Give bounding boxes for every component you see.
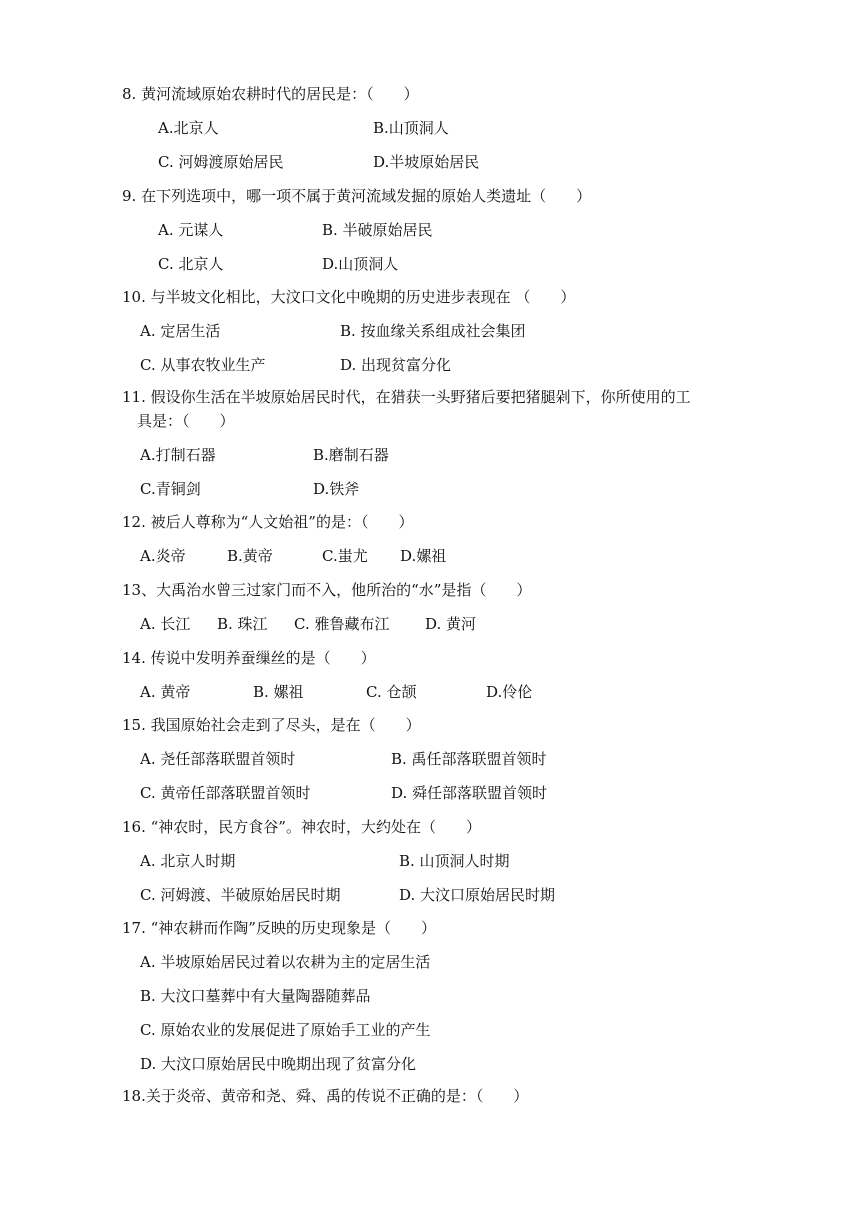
question-8: 8. 黄河流域原始农耕时代的居民是：（ ） — [122, 85, 419, 103]
q8-option-c: C. 河姆渡原始居民 — [158, 153, 284, 171]
q12-option-c: C.蚩尤 — [322, 547, 368, 565]
q9-option-b: B. 半破原始居民 — [322, 221, 433, 239]
q13-option-c: C. 雅鲁藏布江 — [294, 615, 390, 633]
question-9: 9. 在下列选项中，哪一项不属于黄河流域发掘的原始人类遗址（ ） — [122, 187, 592, 205]
q13-option-a: A. 长江 — [140, 615, 191, 633]
question-13: 13、大禹治水曾三过家门而不入，他所治的“水”是指（ ） — [122, 581, 532, 599]
q8-option-d: D.半坡原始居民 — [373, 153, 480, 171]
q9-option-c: C. 北京人 — [158, 255, 224, 273]
q17-option-d: D. 大汶口原始居民中晚期出现了贫富分化 — [140, 1055, 417, 1073]
q11-option-c: C.青铜剑 — [140, 480, 201, 498]
q15-option-d: D. 舜任部落联盟首领时 — [391, 784, 548, 802]
q11-option-a: A.打制石器 — [140, 446, 216, 464]
q17-option-b: B. 大汶口墓葬中有大量陶器随葬品 — [140, 987, 371, 1005]
q8-option-a: A.北京人 — [158, 119, 219, 137]
question-11-line-1: 11. 假设你生活在半坡原始居民时代，在猎获一头野猪后要把猪腿剁下，你所使用的工 — [122, 388, 691, 406]
q14-option-a: A. 黄帝 — [140, 683, 191, 701]
q10-option-a: A. 定居生活 — [140, 322, 221, 340]
q10-option-d: D. 出现贫富分化 — [340, 356, 452, 374]
q15-option-c: C. 黄帝任部落联盟首领时 — [140, 784, 311, 802]
q15-option-b: B. 禹任部落联盟首领时 — [391, 750, 547, 768]
question-18: 18.关于炎帝、黄帝和尧、舜、禹的传说不正确的是：（ ） — [122, 1087, 529, 1105]
q16-option-b: B. 山顶洞人时期 — [399, 852, 510, 870]
question-12: 12. 被后人尊称为“人文始祖”的是：（ ） — [122, 513, 414, 531]
q16-option-a: A. 北京人时期 — [140, 852, 236, 870]
q10-option-b: B. 按血缘关系组成社会集团 — [340, 322, 526, 340]
q9-option-a: A. 元谋人 — [158, 221, 224, 239]
q13-option-d: D. 黄河 — [425, 615, 477, 633]
q11-option-b: B.磨制石器 — [313, 446, 389, 464]
q9-option-d: D.山顶洞人 — [322, 255, 399, 273]
q14-option-c: C. 仓颉 — [366, 683, 417, 701]
q12-option-a: A.炎帝 — [140, 547, 186, 565]
q17-option-c: C. 原始农业的发展促进了原始手工业的产生 — [140, 1021, 431, 1039]
question-15: 15. 我国原始社会走到了尽头，是在（ ） — [122, 716, 421, 734]
q10-option-c: C. 从事农牧业生产 — [140, 356, 266, 374]
q8-option-b: B.山顶洞人 — [373, 119, 449, 137]
q15-option-a: A. 尧任部落联盟首领时 — [140, 750, 296, 768]
question-14: 14. 传说中发明养蚕缫丝的是（ ） — [122, 649, 376, 667]
q16-option-c: C. 河姆渡、半破原始居民时期 — [140, 886, 341, 904]
q12-option-b: B.黄帝 — [227, 547, 273, 565]
question-11-line-2: 具是：（ ） — [137, 412, 235, 430]
q14-option-d: D.伶伦 — [486, 683, 533, 701]
question-16: 16. “神农时，民方食谷”。神农时，大约处在（ ） — [122, 818, 481, 836]
q13-option-b: B. 珠江 — [217, 615, 268, 633]
q11-option-d: D.铁斧 — [313, 480, 360, 498]
question-17: 17. “神农耕而作陶”反映的历史现象是（ ） — [122, 919, 436, 937]
q12-option-d: D.嫘祖 — [400, 547, 447, 565]
q16-option-d: D. 大汶口原始居民时期 — [399, 886, 556, 904]
q17-option-a: A. 半坡原始居民过着以农耕为主的定居生活 — [140, 953, 431, 971]
question-10: 10. 与半坡文化相比，大汶口文化中晚期的历史进步表现在 （ ） — [122, 288, 576, 306]
q14-option-b: B. 嫘祖 — [253, 683, 304, 701]
